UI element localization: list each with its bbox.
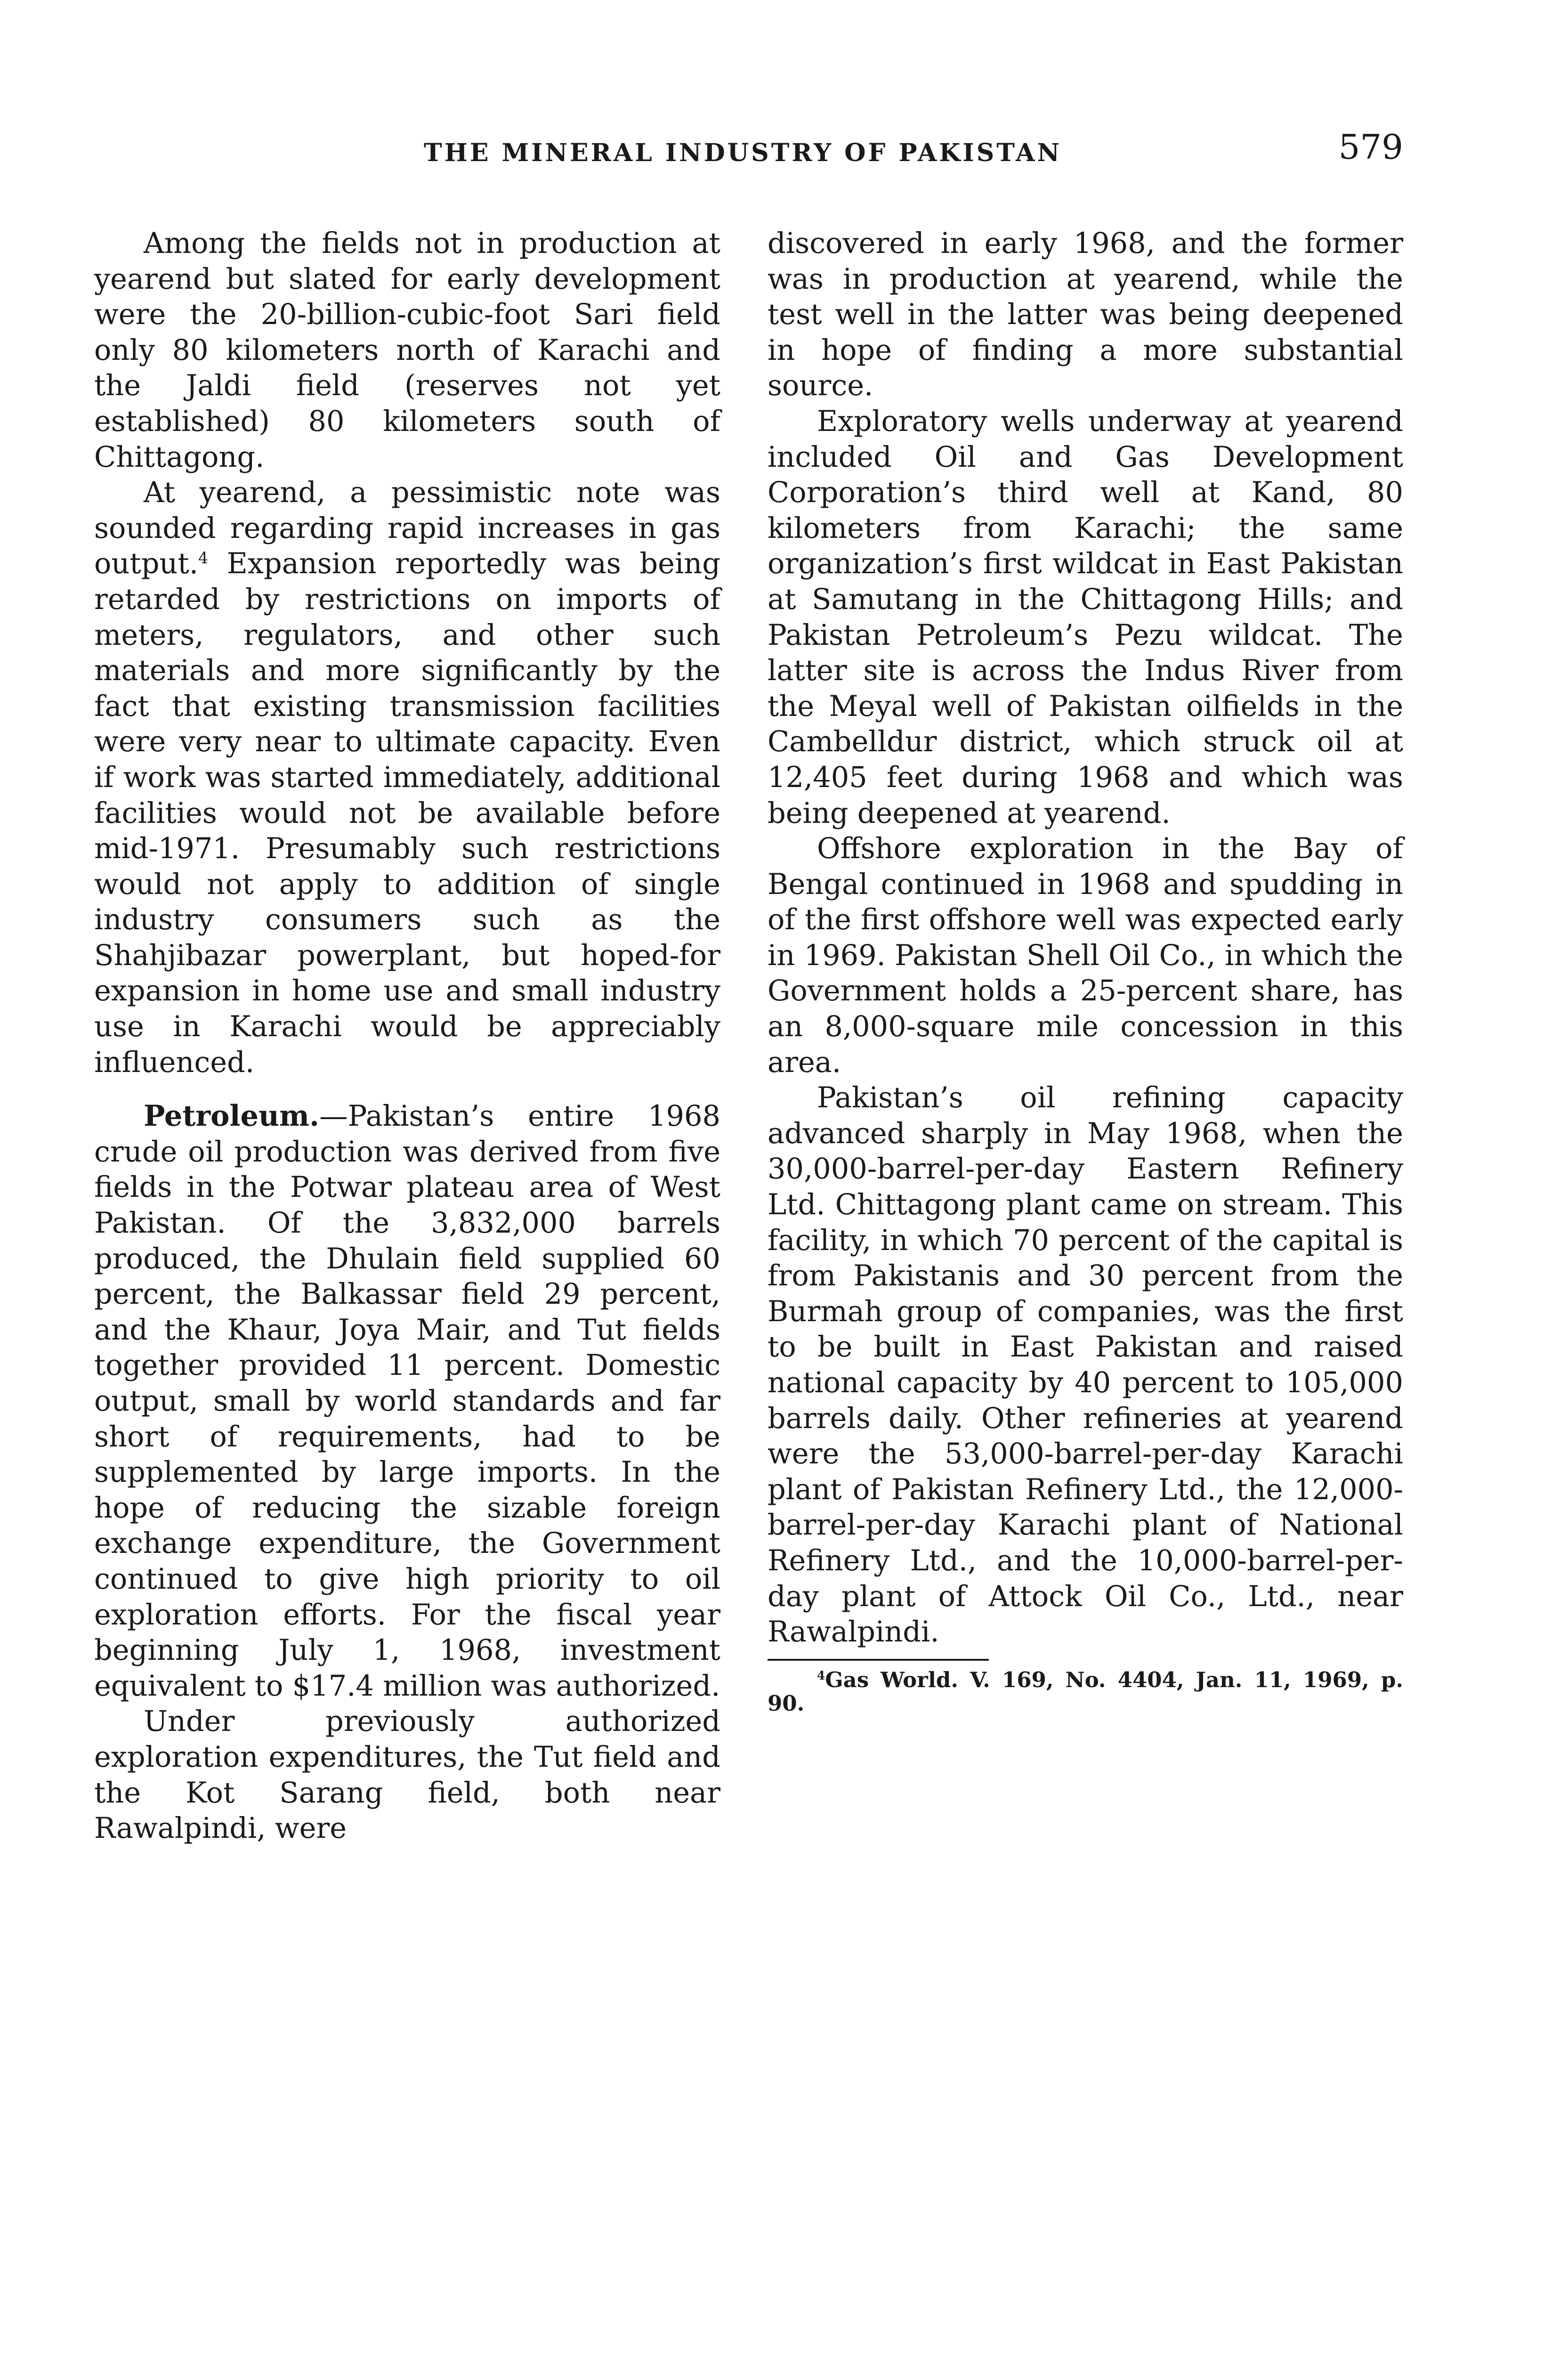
footnote-text: Gas World. V. 169, No. 4404, Jan. 11, 1969, p. 90.	[768, 1667, 1403, 1716]
paragraph-offshore: Offshore exploration in the Bay of Bengal continued in 1968 and spudding in of the first offshore well was expected early in 1969. Pakistan Shell Oil Co., in which the Government holds a 25-percent share, has an 8,000-square mile concession in this area.	[768, 832, 1403, 1079]
footnote-reference: 4	[198, 549, 209, 568]
paragraph-gas-outlook-text: At yearend, a pessimistic note was sounded regarding rapid increases in gas output.	[94, 476, 720, 581]
paragraph-gas-fields: Among the fields not in production at yearend but slated for early development were the 20-billion-cubic-foot Sari field only 80 kilometers north of Karachi and the Jaldi field (reserves not yet established) 80 kilometers south of Chittagong.	[94, 227, 720, 474]
paragraph-petroleum-text: —Pakistan’s entire 1968 crude oil production was derived from five fields in the Potwar plateau area of West Pakistan. Of the 3,832,000 barrels produced, the Dhulain field supplied 60 percent, the Balkassar field 29 percent, and the Khaur, Joya Mair, and Tut fields together provided 11 percent. Domestic output, small by world standards and far short of requirements, had to be supplemented by large imports. In the hope of reducing the sizable foreign exchange expenditure, the Government continued to give high priority to oil exploration efforts. For the fiscal year beginning July 1, 1968, investment equivalent to $17.4 million was authorized.	[94, 1100, 720, 1703]
paragraph-discovery-continued: discovered in early 1968, and the former was in production at yearend, while the test well in the latter was being deepened in hope of finding a more substantial source.	[768, 227, 1403, 403]
footnote-marker: 4	[817, 1668, 825, 1682]
paragraph-exploratory-wells: Exploratory wells underway at yearend included Oil and Gas Development Corporation’s third well at Kand, 80 kilometers from Karachi; the same organization’s first wildcat in East Pakistan at Samutang in the Chittagong Hills; and Pakistan Petroleum’s Pezu wildcat. The latter site is across the Indus River from the Meyal well of Pakistan oilfields in the Cambelldur district, which struck oil at 12,405 feet during 1968 and which was being deepened at yearend.	[768, 405, 1403, 830]
paragraph-refining: Pakistan’s oil refining capacity advanced sharply in May 1968, when the 30,000-barrel-per-day Eastern Refinery Ltd. Chittagong plant came on stream. This facility, in which 70 percent of the capital is from Pakistanis and 30 percent from the Burmah group of companies, was the first to be built in East Pakistan and raised national capacity by 40 percent to 105,000 barrels daily. Other refineries at yearend were the 53,000-barrel-per-day Karachi plant of Pakistan Refinery Ltd., the 12,000-barrel-per-day Karachi plant of National Refinery Ltd., and the 10,000-barrel-per-day plant of Attock Oil Co., Ltd., near Rawalpindi.	[768, 1081, 1403, 1649]
paragraph-gas-outlook-continued: Expansion reportedly was being retarded by restrictions on imports of meters, regulators, and other such materials and more significantly by the fact that existing transmission facilities were very near to ultimate capacity. Even if work was started immediately, additional facilities would not be available before mid-1971. Presumably such restrictions would not apply to addition of single industry consumers such as the Shahjibazar powerplant, but hoped-for expansion in home use and small industry use in Karachi would be appreciably influenced.	[94, 547, 720, 1079]
paragraph-gas-outlook	[94, 475, 720, 1080]
left-column	[94, 226, 720, 1847]
footnote	[768, 1668, 1403, 1715]
right-column	[768, 226, 1403, 1715]
page-header	[94, 127, 1403, 184]
paragraph-petroleum	[94, 1098, 720, 1704]
page-number: 579	[1338, 127, 1403, 167]
footnote-divider	[768, 1659, 989, 1661]
paragraph-exploration: Under previously authorized exploration expenditures, the Tut field and the Kot Sarang field, both near Rawalpindi, were	[94, 1705, 720, 1845]
section-heading-petroleum: Petroleum.	[144, 1099, 320, 1133]
running-title: THE MINERAL INDUSTRY OF PAKISTAN	[424, 138, 1062, 167]
